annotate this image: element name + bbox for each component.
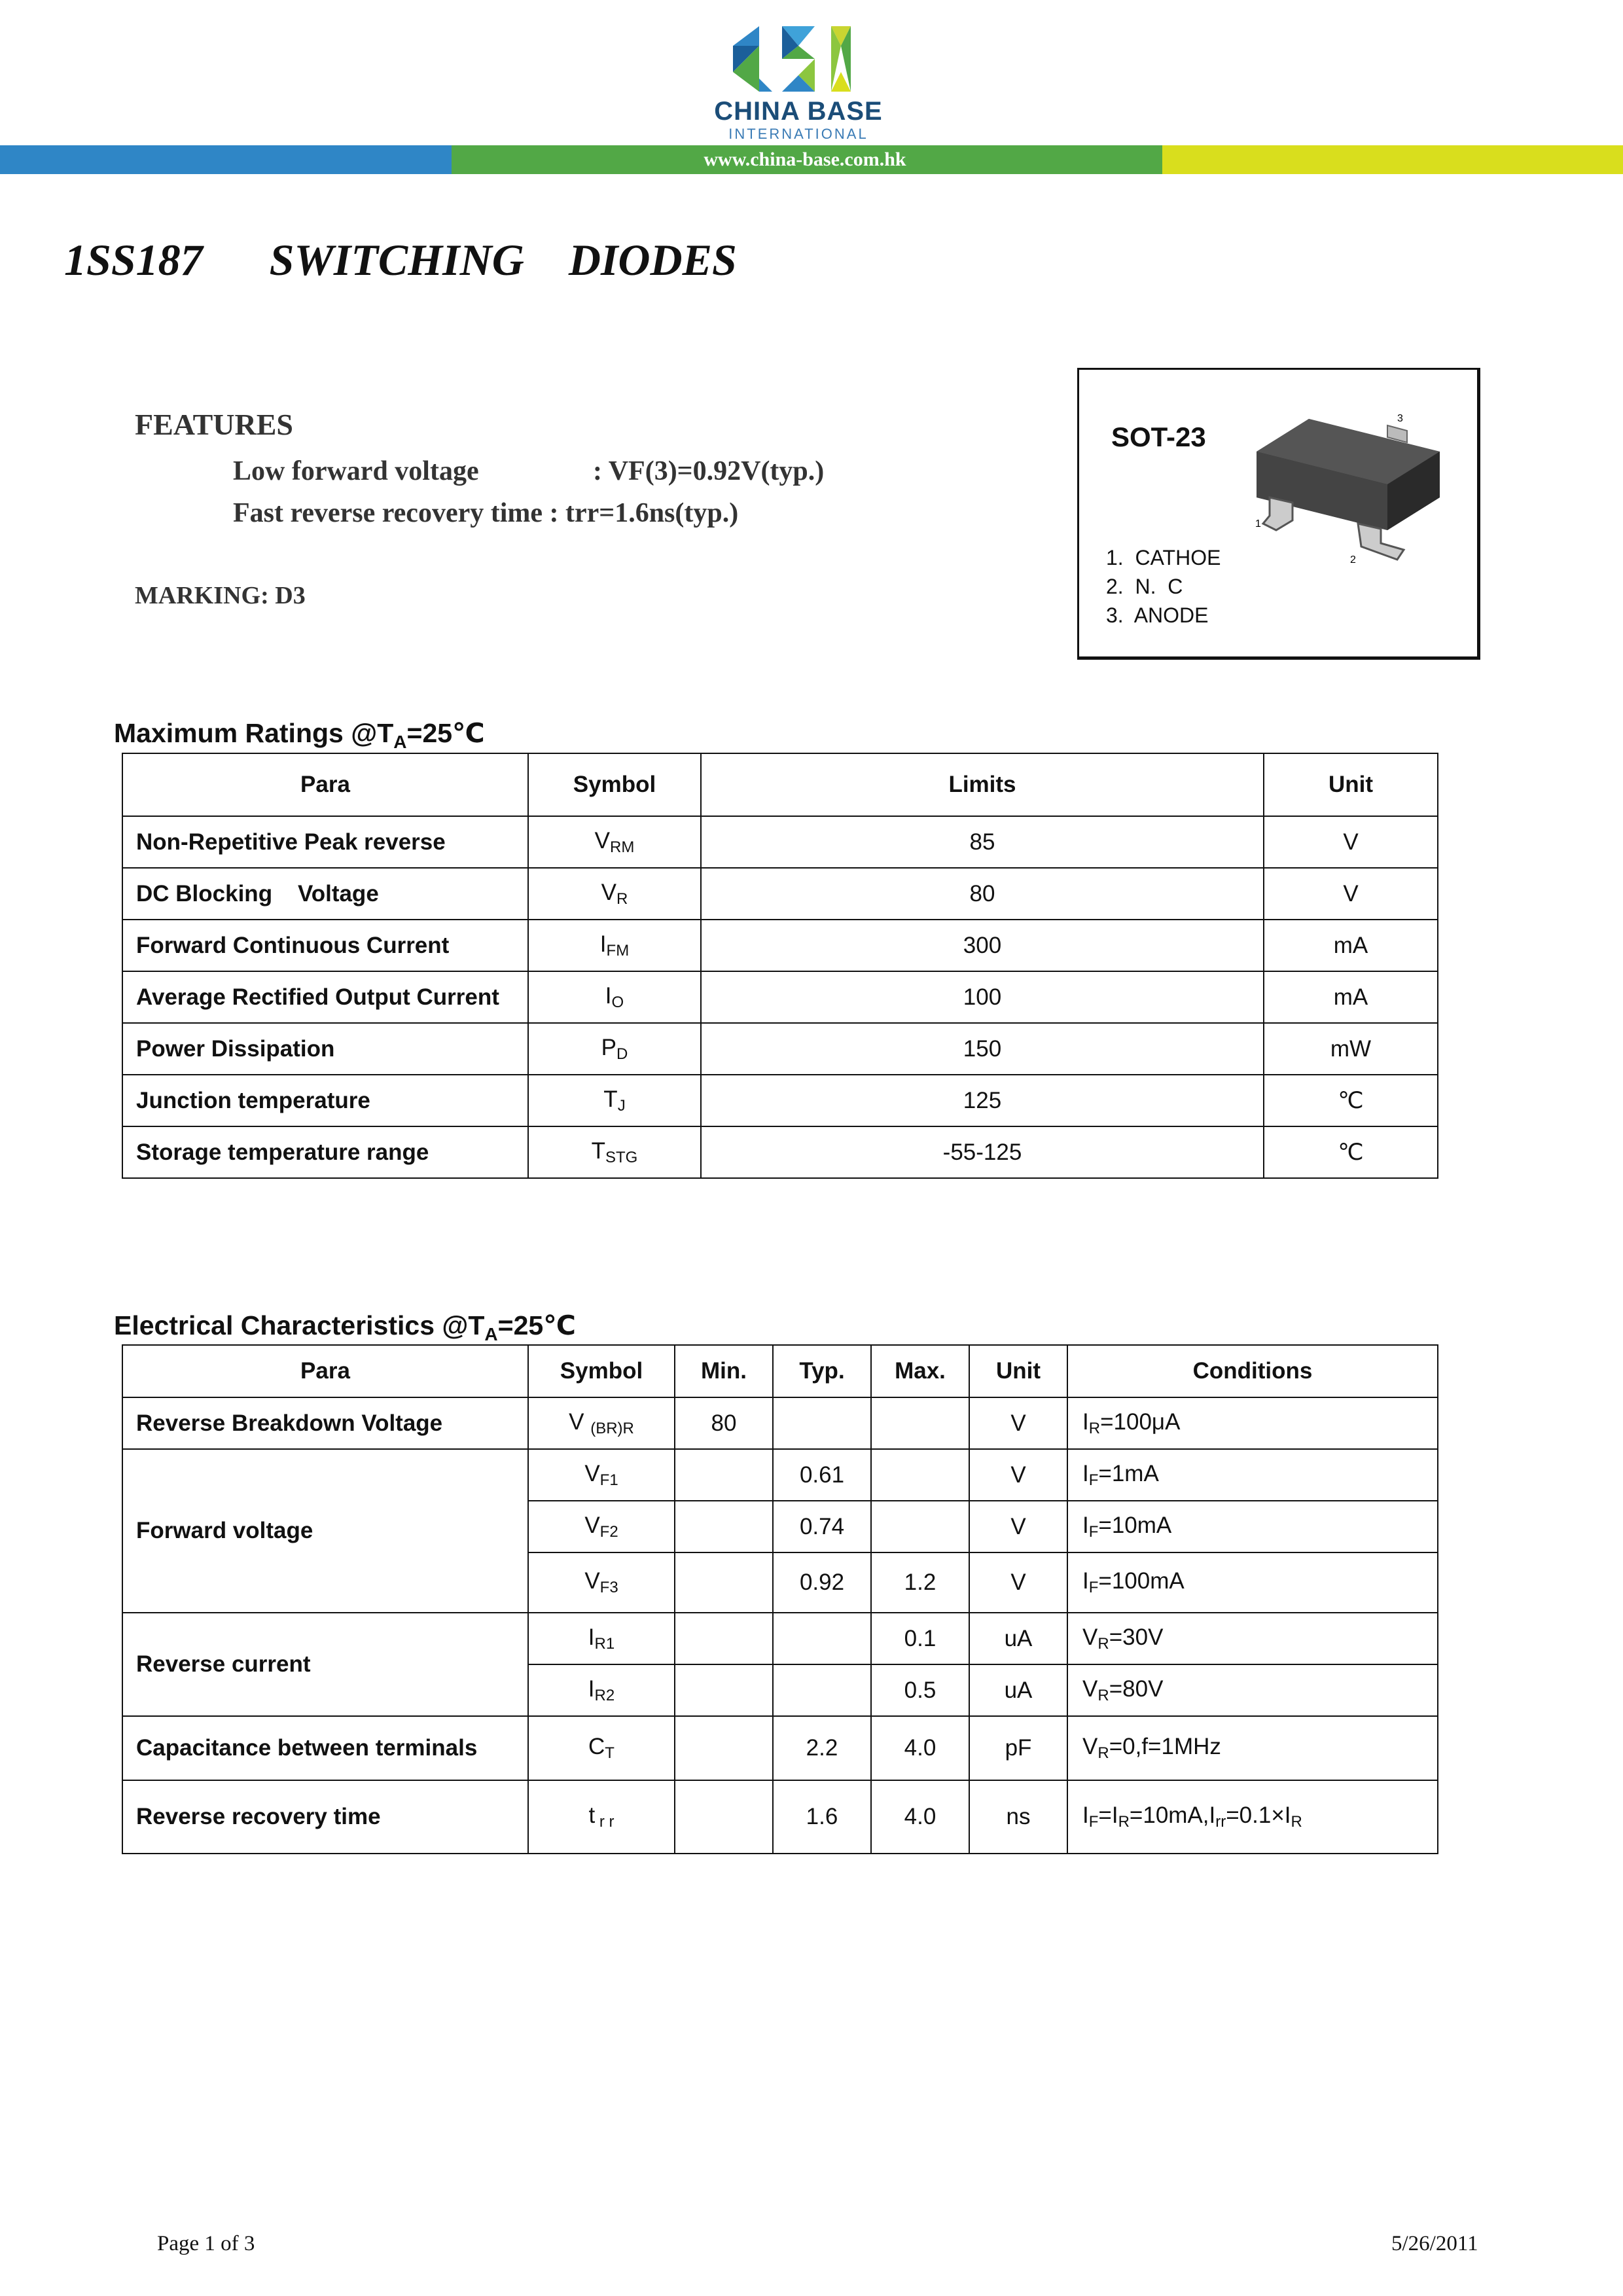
- max-ratings-table: [122, 753, 1438, 1179]
- mr-para: Non-Repetitive Peak reverse: [122, 816, 528, 868]
- ec-min: [675, 1613, 773, 1664]
- pin-label-1: 1: [1255, 518, 1261, 529]
- ec-symbol: IR1: [528, 1613, 675, 1664]
- table-row: [122, 1780, 1438, 1854]
- ec-unit: pF: [969, 1716, 1067, 1780]
- mr-limit: 150: [701, 1023, 1264, 1075]
- ec-header-max: Max.: [871, 1345, 969, 1397]
- ec-condition: VR=30V: [1067, 1613, 1438, 1664]
- mr-symbol: TSTG: [528, 1126, 701, 1178]
- mr-header-symbol: Symbol: [528, 753, 701, 816]
- table-row: [122, 868, 1438, 920]
- mr-unit: V: [1264, 868, 1438, 920]
- pin-2-text: 2. N. C: [1106, 575, 1183, 598]
- mr-limit: 125: [701, 1075, 1264, 1126]
- ec-min: [675, 1552, 773, 1613]
- ec-symbol: CT: [528, 1716, 675, 1780]
- ec-symbol: V (BR)R: [528, 1397, 675, 1449]
- mr-limit: 300: [701, 920, 1264, 971]
- package-name: SOT-23: [1111, 422, 1206, 452]
- table-row: [122, 1716, 1438, 1780]
- ec-max: [871, 1397, 969, 1449]
- ec-para: Reverse Breakdown Voltage: [122, 1397, 528, 1449]
- table-row: [122, 816, 1438, 868]
- sot23-package-drawing: [1243, 406, 1453, 563]
- feature-fast-recovery: Fast reverse recovery time : trr=1.6ns(typ.): [233, 498, 739, 528]
- ec-min: 80: [675, 1397, 773, 1449]
- ec-symbol: VF2: [528, 1501, 675, 1552]
- header-bar-yellow: [1162, 145, 1623, 174]
- mr-unit: mA: [1264, 971, 1438, 1023]
- marking-text: MARKING: D3: [135, 582, 306, 609]
- elec-char-heading: Electrical Characteristics $@T_A=25℃$: [114, 1310, 576, 1345]
- ec-max: 1.2: [871, 1552, 969, 1613]
- table-row: [122, 971, 1438, 1023]
- ec-typ: [773, 1613, 871, 1664]
- mr-limit: 85: [701, 816, 1264, 868]
- ec-max: 4.0: [871, 1780, 969, 1854]
- ec-unit: ns: [969, 1780, 1067, 1854]
- features-heading: FEATURES: [135, 408, 293, 441]
- mr-para: DC Blocking Voltage: [122, 868, 528, 920]
- elec-char-table: [122, 1344, 1438, 1854]
- ec-condition: VR=0,f=1MHz: [1067, 1716, 1438, 1780]
- ec-condition: IR=100μA: [1067, 1397, 1438, 1449]
- mr-symbol: PD: [528, 1023, 701, 1075]
- ec-header-min: Min.: [675, 1345, 773, 1397]
- ec-para: Reverse current: [122, 1613, 528, 1716]
- ec-typ: [773, 1397, 871, 1449]
- mr-header-unit: Unit: [1264, 753, 1438, 816]
- ec-typ: [773, 1664, 871, 1716]
- max-ratings-heading: Maximum Ratings $@T_A=25℃$: [114, 718, 485, 753]
- mr-limit: 100: [701, 971, 1264, 1023]
- mr-para: Forward Continuous Current: [122, 920, 528, 971]
- brand-name: CHINA BASE: [714, 97, 883, 126]
- table-row: [122, 1613, 1438, 1664]
- ec-para: Forward voltage: [122, 1449, 528, 1613]
- mr-para: Storage temperature range: [122, 1126, 528, 1178]
- mr-header-para: Para: [122, 753, 528, 816]
- brand-subtitle: INTERNATIONAL: [728, 126, 868, 142]
- pin-label-2: 2: [1350, 554, 1356, 563]
- ec-typ: 1.6: [773, 1780, 871, 1854]
- ec-condition: VR=80V: [1067, 1664, 1438, 1716]
- ec-para: Capacitance between terminals: [122, 1716, 528, 1780]
- mr-unit: mW: [1264, 1023, 1438, 1075]
- document-date: 5/26/2011: [1391, 2232, 1478, 2255]
- mr-symbol: IO: [528, 971, 701, 1023]
- ec-typ: 0.92: [773, 1552, 871, 1613]
- table-row: [122, 1023, 1438, 1075]
- mr-unit: ℃: [1264, 1126, 1438, 1178]
- mr-limit: 80: [701, 868, 1264, 920]
- mr-symbol: VRM: [528, 816, 701, 868]
- mr-para: Power Dissipation: [122, 1023, 528, 1075]
- table-row: [122, 1075, 1438, 1126]
- ec-condition: IF=10mA: [1067, 1501, 1438, 1552]
- ec-max: [871, 1501, 969, 1552]
- ec-max: 0.5: [871, 1664, 969, 1716]
- ec-typ: 2.2: [773, 1716, 871, 1780]
- ec-unit: V: [969, 1449, 1067, 1501]
- ec-max: 4.0: [871, 1716, 969, 1780]
- ec-unit: uA: [969, 1613, 1067, 1664]
- ec-symbol: IR2: [528, 1664, 675, 1716]
- ec-max: [871, 1449, 969, 1501]
- ec-typ: 0.74: [773, 1501, 871, 1552]
- table-row: [122, 1397, 1438, 1449]
- table-row: [122, 1449, 1438, 1501]
- mr-unit: ℃: [1264, 1075, 1438, 1126]
- ec-unit: V: [969, 1397, 1067, 1449]
- ec-symbol: VF3: [528, 1552, 675, 1613]
- ec-header-symbol: Symbol: [528, 1345, 675, 1397]
- mr-para: Average Rectified Output Current: [122, 971, 528, 1023]
- ec-header-typ: Typ.: [773, 1345, 871, 1397]
- ec-para: Reverse recovery time: [122, 1780, 528, 1854]
- ec-header-para: Para: [122, 1345, 528, 1397]
- ec-min: [675, 1780, 773, 1854]
- ec-condition: IF=1mA: [1067, 1449, 1438, 1501]
- ec-typ: 0.61: [773, 1449, 871, 1501]
- ec-unit: uA: [969, 1664, 1067, 1716]
- ec-min: [675, 1716, 773, 1780]
- ec-condition: IF=IR=10mA,Irr=0.1×IR: [1067, 1780, 1438, 1854]
- feature-low-forward-voltage-value: : VF(3)=0.92V(typ.): [593, 456, 825, 486]
- mr-symbol: TJ: [528, 1075, 701, 1126]
- header-bar-blue: [0, 145, 452, 174]
- ec-min: [675, 1449, 773, 1501]
- pin-3-text: 3. ANODE: [1106, 603, 1209, 627]
- ec-symbol: VF1: [528, 1449, 675, 1501]
- mr-symbol: IFM: [528, 920, 701, 971]
- mr-limit: -55-125: [701, 1126, 1264, 1178]
- mr-symbol: VR: [528, 868, 701, 920]
- ec-unit: V: [969, 1552, 1067, 1613]
- pin-1-text: 1. CATHOE: [1106, 546, 1221, 569]
- website-url[interactable]: www.china-base.com.hk: [704, 149, 906, 170]
- ec-max: 0.1: [871, 1613, 969, 1664]
- ec-condition: IF=100mA: [1067, 1552, 1438, 1613]
- ec-min: [675, 1501, 773, 1552]
- mr-unit: mA: [1264, 920, 1438, 971]
- feature-low-forward-voltage: Low forward voltage: [233, 456, 479, 486]
- ec-header-unit: Unit: [969, 1345, 1067, 1397]
- mr-unit: V: [1264, 816, 1438, 868]
- page-number: Page 1 of 3: [157, 2232, 255, 2255]
- ec-unit: V: [969, 1501, 1067, 1552]
- pin-label-3: 3: [1397, 413, 1403, 424]
- ec-min: [675, 1664, 773, 1716]
- table-row: [122, 920, 1438, 971]
- document-title: 1SS187 SWITCHING DIODES: [64, 235, 737, 285]
- mr-para: Junction temperature: [122, 1075, 528, 1126]
- mr-header-limits: Limits: [701, 753, 1264, 816]
- ec-header-conditions: Conditions: [1067, 1345, 1438, 1397]
- table-row: [122, 1126, 1438, 1178]
- ec-symbol: t r r: [528, 1780, 675, 1854]
